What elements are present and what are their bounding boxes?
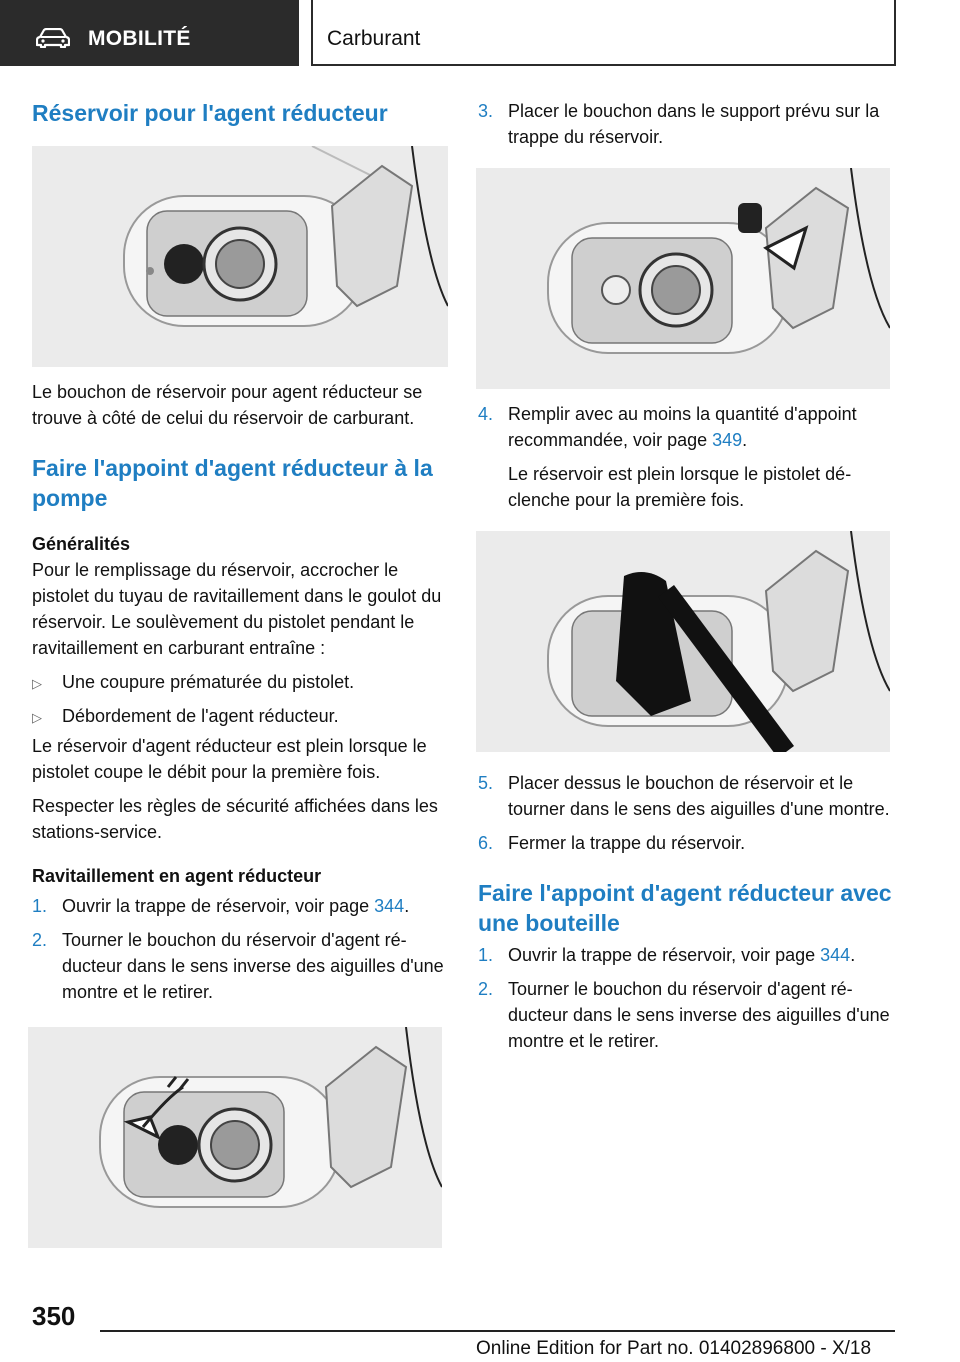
edition-text: Online Edition for Part no. 01402896800 - X/18	[476, 1338, 872, 1359]
section-label: MOBILITÉ	[88, 27, 191, 50]
car-icon	[36, 28, 70, 48]
step-note: Le réservoir est plein lorsque le pistolet déclenche pour la première fois.	[508, 464, 852, 510]
heading-pump: Faire l'appoint d'agent réducteur à la pompe	[32, 455, 433, 511]
step-item: 2. Tourner le bouchon du réservoir d'agent réducteur dans le sens inverse des aiguilles d'une montre et le retirer.	[32, 930, 444, 1002]
paragraph-safety: Respecter les règles de sécurité affichées dans les stations-service.	[32, 796, 438, 842]
bullet-item: ▷ Une coupure prématurée du pistolet.	[32, 669, 450, 695]
triangle-bullet-icon: ▷	[32, 710, 42, 725]
step-item: 3. Placer le bouchon dans le support prévu sur la trappe du réservoir.	[478, 101, 880, 147]
section-tab	[0, 0, 299, 66]
heading-reservoir: Réservoir pour l'agent réducteur	[32, 100, 388, 126]
chapter-tab	[311, 0, 896, 66]
left-column	[32, 98, 450, 1248]
remove-cap-illustration	[28, 1027, 442, 1248]
step-item: 4. Remplir avec au moins la quantité d'appoint recommandée, voir page 349.	[478, 404, 857, 450]
bullet-item: ▷ Débordement de l'agent réducteur.	[32, 703, 450, 729]
step-item: 5. Placer dessus le bouchon de réservoir et le tourner dans le sens des aiguilles d'une montre.	[478, 773, 890, 819]
figure-tank-cap	[32, 146, 448, 367]
right-column	[478, 98, 893, 1054]
subheading-refuel: Ravitaillement en agent réducteur	[32, 866, 322, 886]
step-item: 1. Ouvrir la trappe de réservoir, voir page 344.	[32, 896, 410, 916]
paragraph-full: Le réservoir d'agent réducteur est plein lorsque le pistolet coupe le débit pour la première fois.	[32, 736, 427, 782]
cap-holder-illustration	[476, 168, 890, 389]
page-link[interactable]: 344	[820, 945, 851, 965]
step-item: 1. Ouvrir la trappe de réservoir, voir page 344.	[478, 945, 856, 965]
page-link[interactable]: 344	[374, 896, 405, 916]
subheading-general: Généralités	[32, 534, 131, 554]
nozzle-illustration	[476, 531, 890, 752]
paragraph-general: Pour le remplissage du réservoir, accrocher le pistolet du tuyau de ravitaillement dans le goulot du réservoir. Le soulèvement du pistolet pendant le ravitaillement en carburant entraîne :	[32, 560, 442, 658]
footer-divider	[100, 1330, 895, 1332]
figure-remove-cap	[28, 1027, 442, 1248]
figure-cap-holder	[476, 168, 890, 389]
chapter-title: Carburant	[327, 27, 421, 50]
tank-cap-illustration	[32, 146, 448, 367]
step-item: 2. Tourner le bouchon du réservoir d'agent réducteur dans le sens inverse des aiguilles d'une montre et le retirer.	[478, 979, 890, 1051]
paragraph-cap-location: Le bouchon de réservoir pour agent réducteur se trouve à côté de celui du réservoir de carburant.	[32, 382, 423, 428]
heading-bottle: Faire l'appoint d'agent réducteur avec une bouteille	[478, 880, 892, 936]
figure-nozzle	[476, 531, 890, 752]
step-item: 6. Fermer la trappe du réservoir.	[478, 833, 746, 853]
page-link[interactable]: 349	[712, 430, 743, 450]
triangle-bullet-icon: ▷	[32, 676, 42, 691]
page-number: 350	[32, 1301, 76, 1331]
